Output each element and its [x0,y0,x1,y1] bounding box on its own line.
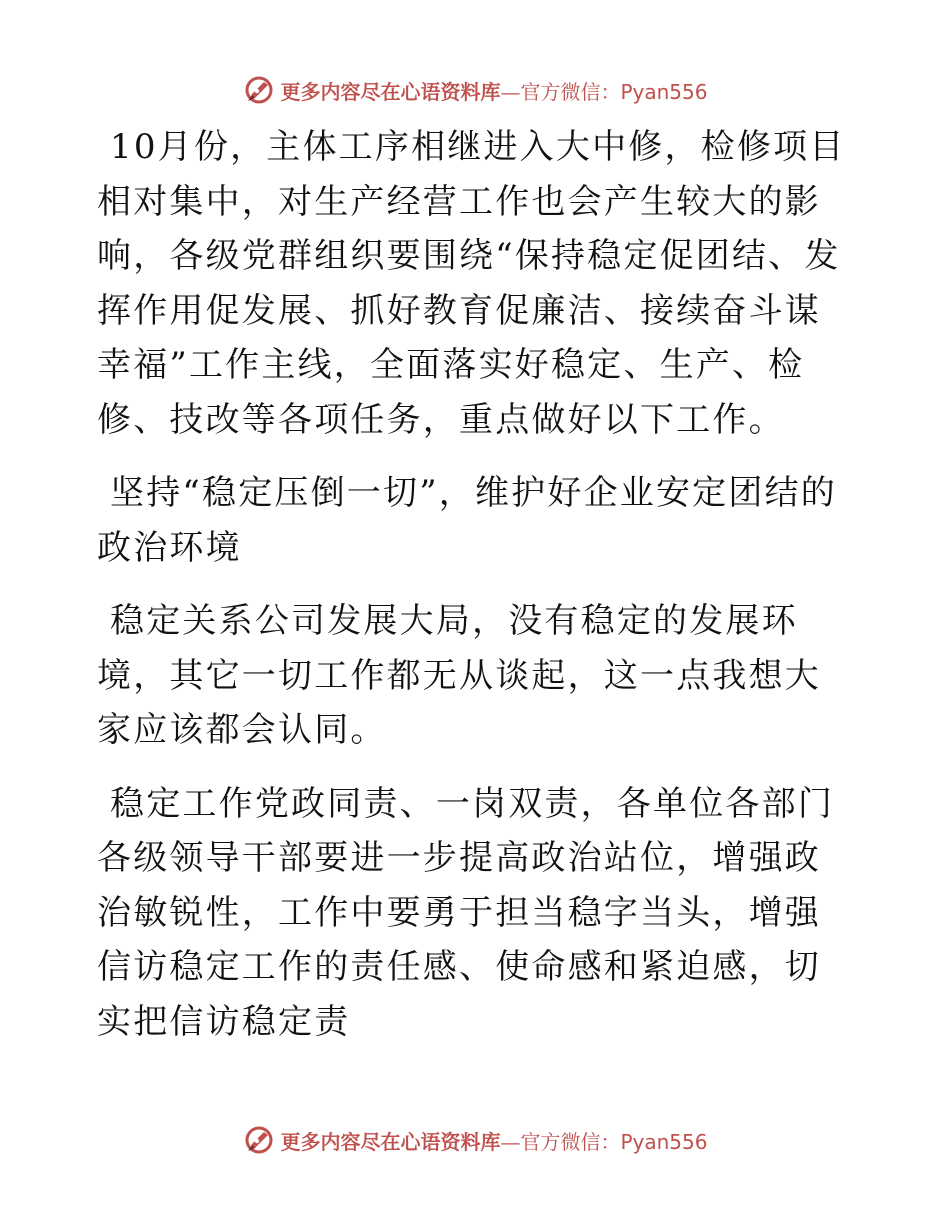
banner-text [280,76,707,105]
banner-title: 更多内容尽在心语资料库 [280,79,501,104]
banner-title: 更多内容尽在心语资料库 [280,1129,501,1154]
header-banner [0,70,950,110]
paragraph-intro: 10月份，主体工序相继进入大中修，检修项目相对集中，对生产经营工作也会产生较大的影响，各级党群组织要围绕“保持稳定促团结、发挥作用促发展、抓好教育促廉洁、接续奋斗谋幸福”工作主线，全面落实好稳定、生产、检修、技改等各项任务，重点做好以下工作。 [97,127,846,440]
paragraph-responsibility: 稳定工作党政同责、一岗双责，各单位各部门各级领导干部要进一步提高政治站位，增强政治敏锐性，工作中要勇于担当稳字当头，增强信访稳定工作的责任感、使命感和紧迫感，切实把信访稳定责 [97,783,835,1042]
document-body [97,120,857,1068]
paragraph-heading: 坚持“稳定压倒一切”，维护好企业安定团结的政治环境 [97,473,837,568]
banner-dash: — [500,1129,521,1154]
banner-text [280,1126,707,1155]
pen-circle-logo-icon [242,1123,276,1157]
banner-wechat: 官方微信：Pyan556 [520,1129,708,1154]
banner-dash: — [500,79,521,104]
paragraph-stability: 稳定关系公司发展大局，没有稳定的发展环境，其它一切工作都无从谈起，这一点我想大家应该都会认同。 [97,601,821,750]
banner-wechat: 官方微信：Pyan556 [520,79,708,104]
pen-circle-logo-icon [242,73,276,107]
footer-banner [0,1120,950,1160]
